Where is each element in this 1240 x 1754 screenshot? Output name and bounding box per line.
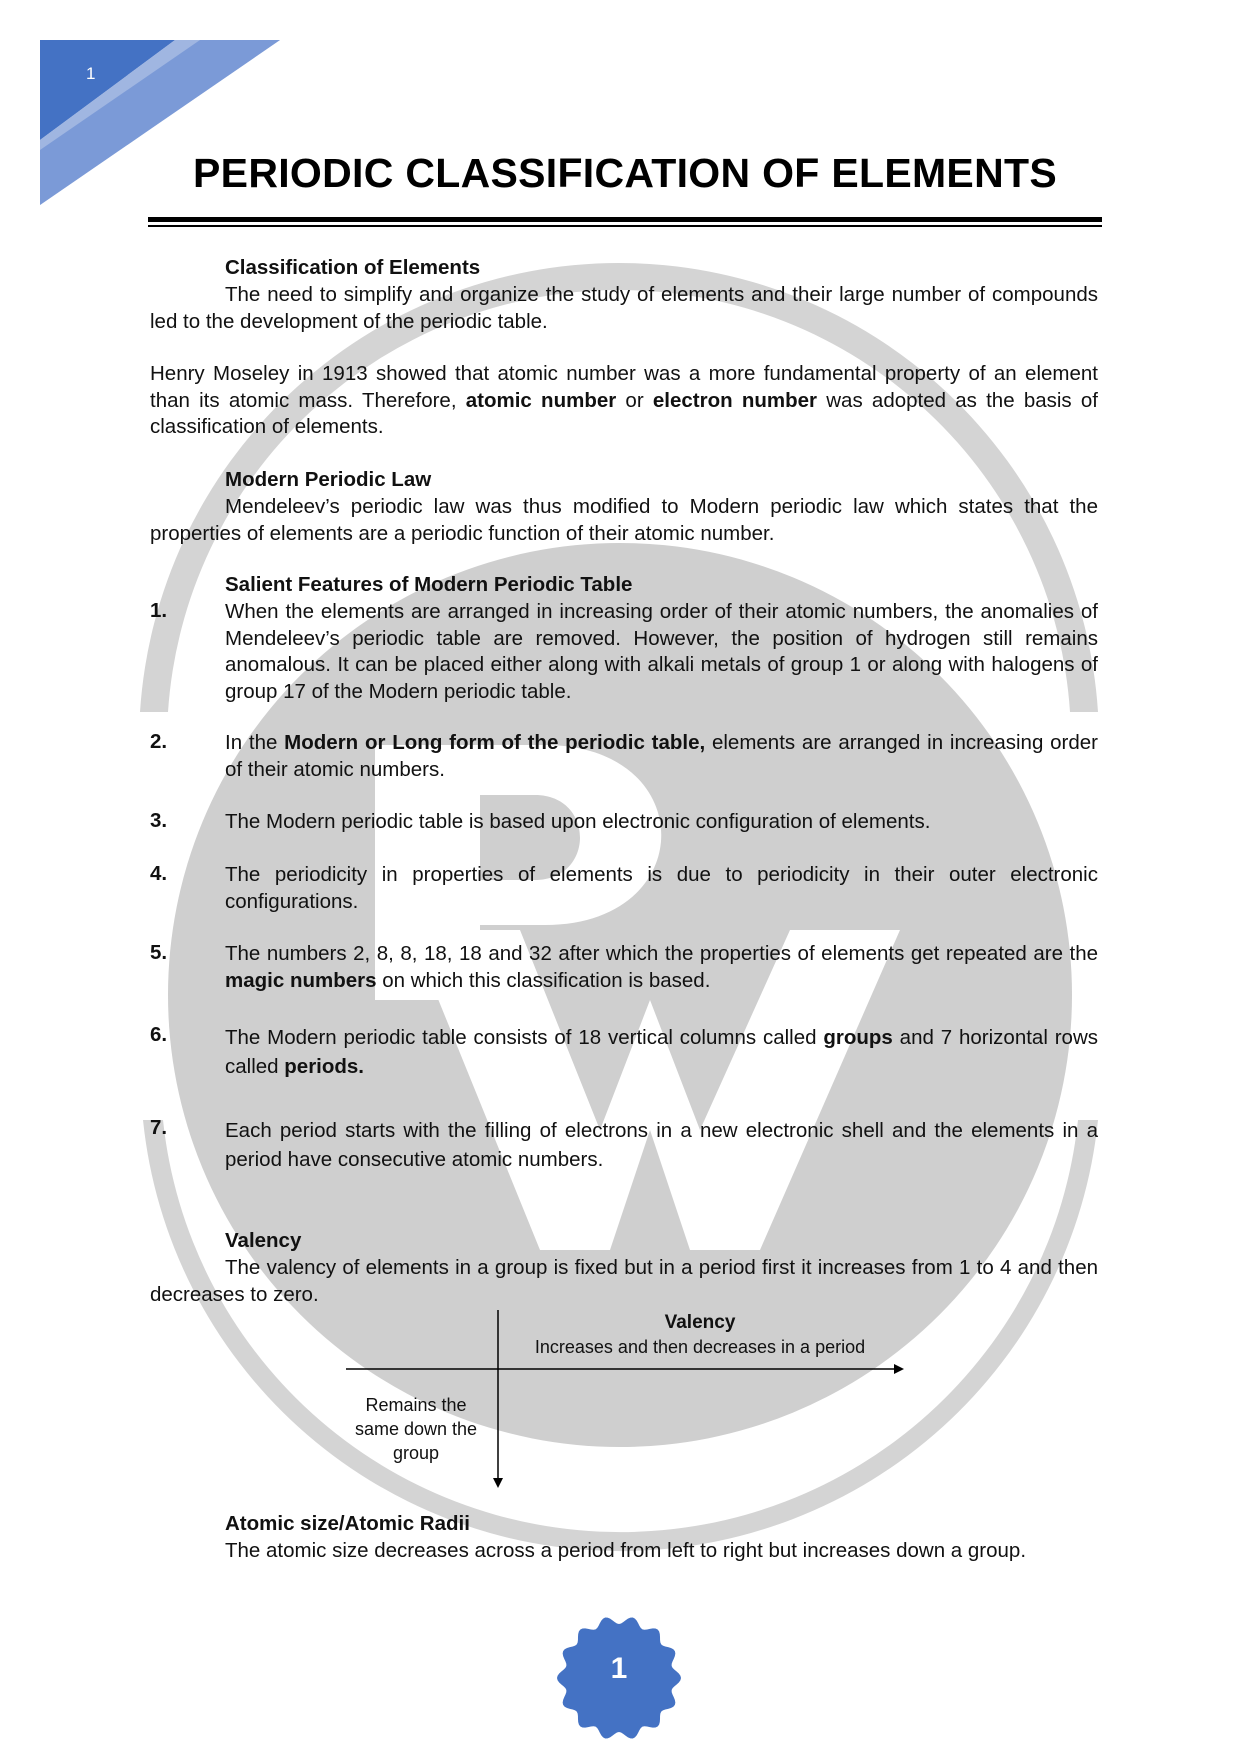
list-item-text: The Modern periodic table consists of 18 vertical columns called groups and 7 horizontal rows called periods. xyxy=(225,1026,1098,1078)
heading-valency: Valency xyxy=(225,1229,302,1252)
title-underline-thin xyxy=(148,225,1102,227)
page-title: PERIODIC CLASSIFICATION OF ELEMENTS xyxy=(193,150,1057,196)
list-number: 1. xyxy=(150,599,168,622)
title-underline-thick xyxy=(148,217,1102,222)
list-item-text: In the Modern or Long form of the periodic table, elements are arranged in increasing order of their atomic numbers. xyxy=(225,731,1098,781)
corner-page-number: 1 xyxy=(86,64,96,83)
list-number: 3. xyxy=(150,809,168,832)
list-item-text: When the elements are arranged in increasing order of their atomic numbers, the anomalies of Mendeleev’s periodic table are removed. However, the position of hydrogen still remains anomalous. It can be placed either along with alkali metals of group 1 or along with halogens of group 17 of the Modern periodic table. xyxy=(225,600,1098,703)
list-item-text: Each period starts with the filling of electrons in a new electronic shell and the elements in a period have consecutive atomic numbers. xyxy=(225,1119,1098,1171)
heading-classification: Classification of Elements xyxy=(225,256,481,279)
paragraph-valency: The valency of elements in a group is fixed but in a period first it increases from 1 to 4 and then decreases to zero. xyxy=(150,1256,1098,1306)
diagram-title: Valency xyxy=(664,1312,736,1333)
list-number: 5. xyxy=(150,941,168,964)
diagram-period-label: Increases and then decreases in a period xyxy=(534,1337,866,1357)
list-number: 6. xyxy=(150,1023,168,1046)
heading-modern-periodic-law: Modern Periodic Law xyxy=(225,468,432,491)
heading-atomic-size: Atomic size/Atomic Radii xyxy=(225,1512,470,1535)
list-item-text: The periodicity in properties of elements is due to periodicity in their outer electronic configurations. xyxy=(225,863,1098,913)
paragraph-classification: The need to simplify and organize the study of elements and their large number of compounds led to the development of the periodic table. xyxy=(150,283,1098,333)
paragraph-modern-periodic-law: Mendeleev’s periodic law was thus modified to Modern periodic law which states that the properties of elements are a periodic function of their atomic number. xyxy=(150,495,1098,545)
paragraph-atomic-size: The atomic size decreases across a period from left to right but increases down a group. xyxy=(225,1539,1027,1562)
paragraph-moseley: Henry Moseley in 1913 showed that atomic number was a more fundamental property of an element than its atomic mass. Therefore, atomic number or electron number was adopted as the basis of classification of elements. xyxy=(150,362,1098,438)
list-number: 2. xyxy=(150,730,168,753)
list-number: 7. xyxy=(150,1116,168,1139)
diagram-group-label: Remains the same down the group xyxy=(354,1395,478,1463)
page-number: 1 xyxy=(610,1652,628,1685)
list-item-text: The numbers 2, 8, 8, 18, 18 and 32 after which the properties of elements get repeated are the magic numbers on which this classification is based. xyxy=(225,942,1098,992)
heading-salient-features: Salient Features of Modern Periodic Table xyxy=(225,573,633,596)
list-item-text: The Modern periodic table is based upon electronic configuration of elements. xyxy=(225,810,931,833)
list-number: 4. xyxy=(150,862,168,885)
